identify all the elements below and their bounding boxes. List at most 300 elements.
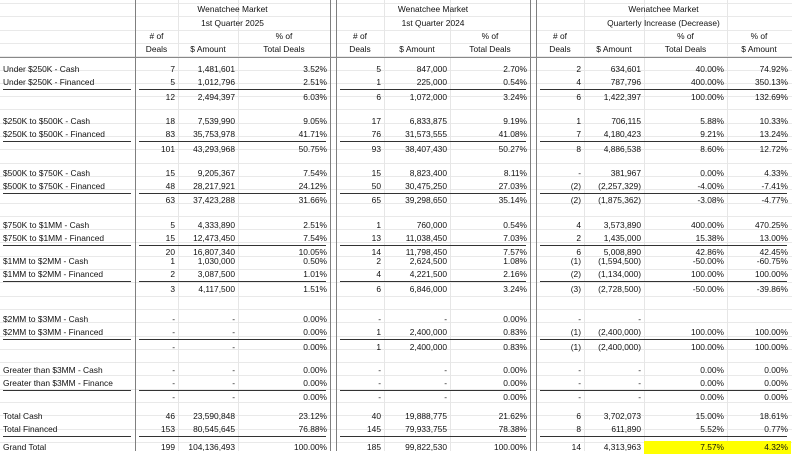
column-header-top: % of xyxy=(481,31,499,41)
row-label: $500K to $750K - Cash xyxy=(3,168,91,178)
group-period-title: 1st Quarter 2024 xyxy=(401,18,465,28)
table-cell: 0.00% xyxy=(700,168,724,178)
subtotal-underline xyxy=(139,339,326,340)
subtotal-underline xyxy=(540,339,787,340)
column-header-top: % of xyxy=(275,31,293,41)
column-header: $ Amount xyxy=(596,44,632,54)
table-cell: 12,473,450 xyxy=(193,233,235,243)
row-label: Under $250K - Financed xyxy=(3,77,95,87)
table-cell: 1.01% xyxy=(303,269,327,279)
table-cell: 0.54% xyxy=(503,77,527,87)
table-cell: 13 xyxy=(371,233,381,243)
column-header: $ Amount xyxy=(741,44,777,54)
table-cell: 4,313,963 xyxy=(603,442,641,452)
table-cell: 0.77% xyxy=(764,424,788,434)
table-cell: 0.00% xyxy=(303,378,327,388)
table-cell: 100.00% xyxy=(690,342,724,352)
table-cell: (1,134,000) xyxy=(598,269,641,279)
row-label: Grand Total xyxy=(3,442,47,452)
column-header: $ Amount xyxy=(190,44,226,54)
column-header: Total Deals xyxy=(664,44,707,54)
table-cell: 4,333,890 xyxy=(197,220,235,230)
table-cell: 0.83% xyxy=(503,327,527,337)
table-cell: 2,494,397 xyxy=(197,92,235,102)
subtotal-underline xyxy=(540,245,787,246)
table-cell: 14 xyxy=(571,442,581,452)
table-cell: 15 xyxy=(165,233,175,243)
table-cell: 1,435,000 xyxy=(603,233,641,243)
table-cell: 0.00% xyxy=(503,378,527,388)
table-cell: 4.33% xyxy=(764,168,788,178)
row-label xyxy=(3,143,135,156)
table-cell: - xyxy=(444,392,447,402)
table-cell: 8.11% xyxy=(503,168,527,178)
table-cell: 4 xyxy=(576,220,581,230)
row-label xyxy=(3,91,135,104)
table-cell: 10.33% xyxy=(759,116,788,126)
subtotal-underline xyxy=(139,245,326,246)
table-cell: (1) xyxy=(570,256,581,266)
table-cell: 350.13% xyxy=(754,77,788,87)
row-label: $250K to $500K - Financed xyxy=(3,129,105,139)
table-cell: 100.00% xyxy=(690,269,724,279)
table-cell: - xyxy=(444,314,447,324)
table-cell: 100.00% xyxy=(690,327,724,337)
table-cell: 6 xyxy=(576,92,581,102)
table-cell: 0.00% xyxy=(303,342,327,352)
table-cell: 6 xyxy=(376,92,381,102)
table-cell: 13.00% xyxy=(759,233,788,243)
table-cell: 6.03% xyxy=(303,92,327,102)
table-cell: 46 xyxy=(165,411,175,421)
table-cell: 11,038,450 xyxy=(405,233,447,243)
table-cell: 8 xyxy=(576,144,581,154)
table-cell: 101 xyxy=(161,144,175,154)
table-cell: 0.00% xyxy=(503,365,527,375)
table-cell: - xyxy=(232,327,235,337)
table-cell: 100.00% xyxy=(754,327,788,337)
table-cell: 8 xyxy=(576,424,581,434)
table-cell: 1.08% xyxy=(503,256,527,266)
table-cell: 7,539,990 xyxy=(197,116,235,126)
table-cell: - xyxy=(232,378,235,388)
table-cell: 2.51% xyxy=(303,220,327,230)
column-header: Deals xyxy=(349,44,371,54)
table-cell: 6,846,000 xyxy=(409,284,447,294)
table-cell: 2.16% xyxy=(503,269,527,279)
table-cell: 9,205,367 xyxy=(197,168,235,178)
table-cell: - xyxy=(638,314,641,324)
table-cell: 50.27% xyxy=(498,144,527,154)
table-cell: 14 xyxy=(371,247,381,257)
table-cell: 93 xyxy=(371,144,381,154)
subtotal-underline xyxy=(340,141,526,142)
gridline xyxy=(0,163,792,164)
table-cell: 0.54% xyxy=(503,220,527,230)
table-cell: 2,400,000 xyxy=(409,327,447,337)
block-separator xyxy=(330,0,331,451)
table-cell: 15 xyxy=(165,168,175,178)
table-cell: 76 xyxy=(371,129,381,139)
table-cell: -50.00% xyxy=(692,284,724,294)
subtotal-underline xyxy=(540,193,787,194)
row-label xyxy=(3,341,135,354)
table-cell: 9.21% xyxy=(700,129,724,139)
table-cell: 0.00% xyxy=(764,392,788,402)
table-cell: 4,180,423 xyxy=(603,129,641,139)
table-cell: 0.00% xyxy=(700,378,724,388)
table-cell: 16,807,340 xyxy=(193,247,235,257)
table-cell: 24.12% xyxy=(298,181,327,191)
table-cell: 199 xyxy=(161,442,175,452)
table-cell: 6 xyxy=(576,247,581,257)
table-cell: (3) xyxy=(570,284,581,294)
table-cell: - xyxy=(638,392,641,402)
column-header: Deals xyxy=(145,44,168,54)
table-cell: 706,115 xyxy=(611,116,641,126)
table-cell: 0.00% xyxy=(303,392,327,402)
table-cell: - xyxy=(232,342,235,352)
table-cell: 35.14% xyxy=(498,195,527,205)
table-cell: 0.00% xyxy=(303,365,327,375)
subtotal-underline xyxy=(3,339,131,340)
subtotal-underline xyxy=(540,281,787,282)
table-cell: 0.00% xyxy=(700,392,724,402)
table-cell: 6 xyxy=(376,284,381,294)
table-cell: 38,407,430 xyxy=(405,144,447,154)
row-label: Greater than $3MM - Cash xyxy=(3,365,103,375)
group-period-title: 1st Quarter 2025 xyxy=(201,18,264,28)
column-header-top: % of xyxy=(750,31,768,41)
table-cell: - xyxy=(172,327,175,337)
table-cell: 104,136,493 xyxy=(188,442,235,452)
table-cell: 15.38% xyxy=(695,233,724,243)
table-cell: 0.00% xyxy=(700,365,724,375)
table-cell: 20 xyxy=(165,247,175,257)
table-cell: - xyxy=(444,378,447,388)
table-cell: 100.00% xyxy=(754,269,788,279)
column-header-top: # of xyxy=(553,31,567,41)
table-cell: 74.92% xyxy=(759,64,788,74)
table-cell: (2,400,000) xyxy=(598,327,641,337)
column-header-top xyxy=(178,30,238,43)
row-label: $1MM to $2MM - Financed xyxy=(3,269,104,279)
table-cell: 1 xyxy=(376,342,381,352)
table-cell: 15.00% xyxy=(695,411,724,421)
column-header-top: % of xyxy=(677,31,694,41)
table-cell: 3,573,890 xyxy=(603,220,641,230)
table-cell: -50.00% xyxy=(692,256,724,266)
table-cell: 5 xyxy=(376,64,381,74)
row-label xyxy=(3,391,135,404)
table-cell: 4,886,538 xyxy=(603,144,641,154)
table-cell: 40.00% xyxy=(695,64,724,74)
table-cell: - xyxy=(638,378,641,388)
table-cell: 7.54% xyxy=(303,168,327,178)
row-label: Under $250K - Cash xyxy=(3,64,80,74)
table-cell: 787,796 xyxy=(610,77,641,87)
table-cell: - xyxy=(172,378,175,388)
table-cell: (2) xyxy=(570,195,581,205)
table-cell: 27.03% xyxy=(498,181,527,191)
table-cell: 0.83% xyxy=(503,342,527,352)
table-cell: 10.05% xyxy=(298,247,327,257)
table-cell: - xyxy=(578,168,581,178)
subtotal-underline xyxy=(139,89,326,90)
row-label: $500K to $750K - Financed xyxy=(3,181,105,191)
subtotal-underline xyxy=(3,436,131,437)
row-label: $2MM to $3MM - Financed xyxy=(3,327,104,337)
table-cell: 7.57% xyxy=(503,247,527,257)
row-label: Total Financed xyxy=(3,424,58,434)
table-cell: 100.00% xyxy=(690,92,724,102)
table-cell: 9.19% xyxy=(503,116,527,126)
subtotal-underline xyxy=(340,390,526,391)
column-header: $ Amount xyxy=(399,44,435,54)
table-cell: 3,087,500 xyxy=(197,269,235,279)
table-cell: 153 xyxy=(161,424,175,434)
column-header: Deals xyxy=(549,44,571,54)
table-cell: 100.00% xyxy=(293,442,327,452)
table-cell: 17 xyxy=(371,116,381,126)
table-cell: 41.08% xyxy=(498,129,527,139)
table-cell: 2 xyxy=(170,269,175,279)
table-cell: 78.38% xyxy=(498,424,527,434)
table-cell: 2,624,500 xyxy=(409,256,447,266)
table-cell: 7 xyxy=(170,64,175,74)
table-cell: - xyxy=(232,392,235,402)
table-cell: 5 xyxy=(170,77,175,87)
table-cell: -60.75% xyxy=(756,256,788,266)
table-cell: (2,400,000) xyxy=(598,342,641,352)
subtotal-underline xyxy=(3,89,131,90)
table-cell: (1) xyxy=(570,327,581,337)
table-cell: 225,000 xyxy=(416,77,447,87)
row-label xyxy=(3,283,135,296)
table-cell: 18 xyxy=(165,116,175,126)
table-cell: 76.88% xyxy=(298,424,327,434)
table-cell: 4 xyxy=(576,77,581,87)
table-cell: - xyxy=(638,365,641,375)
subtotal-underline xyxy=(340,436,526,437)
table-cell: - xyxy=(578,365,581,375)
table-cell: 18.61% xyxy=(759,411,788,421)
table-cell: 13.24% xyxy=(759,129,788,139)
table-cell: 470.25% xyxy=(754,220,788,230)
table-cell: 1 xyxy=(170,256,175,266)
subtotal-underline xyxy=(540,89,787,90)
subtotal-underline xyxy=(139,141,326,142)
table-cell: 42.45% xyxy=(759,247,788,257)
table-cell: - xyxy=(172,314,175,324)
table-cell: 9.05% xyxy=(303,116,327,126)
table-cell: 50.75% xyxy=(298,144,327,154)
table-cell xyxy=(644,313,727,326)
table-cell: 8.60% xyxy=(700,144,724,154)
table-cell: - xyxy=(378,365,381,375)
table-cell: 1 xyxy=(376,77,381,87)
group-market-title: Wenatchee Market xyxy=(397,4,469,14)
table-cell: - xyxy=(444,365,447,375)
table-cell: 41.71% xyxy=(298,129,327,139)
table-cell: - xyxy=(232,365,235,375)
table-cell: -3.08% xyxy=(697,195,724,205)
table-cell xyxy=(727,313,791,326)
table-cell: 1,422,397 xyxy=(603,92,641,102)
table-cell: 31,573,555 xyxy=(405,129,447,139)
table-cell: 31.66% xyxy=(298,195,327,205)
subtotal-underline xyxy=(3,390,131,391)
table-cell: 79,933,755 xyxy=(405,424,447,434)
table-cell: 83 xyxy=(165,129,175,139)
table-cell: - xyxy=(378,378,381,388)
table-cell: 3.24% xyxy=(503,284,527,294)
table-cell: -4.00% xyxy=(697,181,724,191)
table-cell: 1,030,000 xyxy=(197,256,235,266)
table-cell: 7 xyxy=(576,129,581,139)
column-header: Total Deals xyxy=(469,44,511,54)
table-cell: 39,298,650 xyxy=(405,195,447,205)
table-cell: 0.00% xyxy=(764,365,788,375)
row-label: $1MM to $2MM - Cash xyxy=(3,256,89,266)
table-cell: 23.12% xyxy=(298,411,327,421)
subtotal-underline xyxy=(3,245,131,246)
table-cell: - xyxy=(578,314,581,324)
table-cell: 23,590,848 xyxy=(193,411,235,421)
table-cell: 1.51% xyxy=(303,284,327,294)
table-cell: 400.00% xyxy=(690,77,724,87)
table-cell: 35,753,978 xyxy=(193,129,235,139)
table-cell: - xyxy=(232,314,235,324)
column-header-top: # of xyxy=(353,31,367,41)
table-cell: 400.00% xyxy=(690,220,724,230)
table-cell: 100.00% xyxy=(754,342,788,352)
table-cell: 48 xyxy=(165,181,175,191)
table-cell: 63 xyxy=(165,195,175,205)
table-cell: 12 xyxy=(165,92,175,102)
table-cell: 611,890 xyxy=(611,424,641,434)
table-cell: -39.86% xyxy=(756,284,788,294)
table-cell: 21.62% xyxy=(498,411,527,421)
subtotal-underline xyxy=(340,339,526,340)
table-cell: (2,257,329) xyxy=(598,181,641,191)
table-cell: 0.00% xyxy=(764,378,788,388)
table-cell: 43,293,968 xyxy=(193,144,235,154)
subtotal-underline xyxy=(340,245,526,246)
table-cell: 185 xyxy=(367,442,381,452)
group-market-title: Wenatchee Market xyxy=(197,4,268,14)
row-label xyxy=(3,194,135,207)
gridline xyxy=(0,109,792,110)
column-header-top xyxy=(584,30,644,43)
table-cell: - xyxy=(172,342,175,352)
table-cell: 381,967 xyxy=(610,168,641,178)
table-cell: 99,822,530 xyxy=(405,442,447,452)
table-cell: 634,601 xyxy=(610,64,641,74)
table-cell: 4,117,500 xyxy=(198,284,235,294)
row-label: Total Cash xyxy=(3,411,43,421)
table-cell: 2 xyxy=(576,64,581,74)
table-cell: 19,888,775 xyxy=(405,411,447,421)
subtotal-underline xyxy=(340,89,526,90)
table-cell: 100.00% xyxy=(493,442,527,452)
gridline xyxy=(0,296,792,297)
table-cell: 2 xyxy=(576,233,581,243)
table-cell: 1 xyxy=(376,220,381,230)
block-separator xyxy=(530,0,531,451)
table-cell: (2) xyxy=(570,181,581,191)
table-cell: 42.86% xyxy=(695,247,724,257)
table-cell: 4,221,500 xyxy=(409,269,447,279)
subtotal-underline xyxy=(3,141,131,142)
table-cell: 3 xyxy=(170,284,175,294)
row-label: $2MM to $3MM - Cash xyxy=(3,314,89,324)
subtotal-underline xyxy=(540,141,787,142)
table-cell: 0.50% xyxy=(303,256,327,266)
table-cell: (1,594,500) xyxy=(598,256,641,266)
highlighted-cell: 4.32% xyxy=(727,441,791,454)
gridline xyxy=(0,362,792,363)
table-cell: (1) xyxy=(570,342,581,352)
highlighted-cell: 7.57% xyxy=(644,441,727,454)
table-cell: (2) xyxy=(570,269,581,279)
table-cell: - xyxy=(578,392,581,402)
table-cell: 8,823,400 xyxy=(409,168,447,178)
subtotal-underline xyxy=(540,390,787,391)
column-header-top: # of xyxy=(149,31,164,41)
table-cell: -4.77% xyxy=(761,195,788,205)
table-cell: 1 xyxy=(376,327,381,337)
table-cell: 6 xyxy=(576,411,581,421)
table-cell: 3.24% xyxy=(503,92,527,102)
gridline xyxy=(0,216,792,217)
table-cell: 145 xyxy=(367,424,381,434)
table-cell: 0.00% xyxy=(503,392,527,402)
table-cell: 7.03% xyxy=(503,233,527,243)
row-label: $750K to $1MM - Financed xyxy=(3,233,105,243)
subtotal-underline xyxy=(340,193,526,194)
table-cell: 0.00% xyxy=(303,327,327,337)
group-market-title: Wenatchee Market xyxy=(628,4,699,14)
table-cell: 1,072,000 xyxy=(409,92,447,102)
table-cell: (2,728,500) xyxy=(598,284,641,294)
table-cell: 5 xyxy=(170,220,175,230)
table-cell: 3,702,073 xyxy=(603,411,641,421)
table-cell: 1,481,601 xyxy=(197,64,235,74)
table-cell: 7.54% xyxy=(303,233,327,243)
table-cell: 5.52% xyxy=(700,424,724,434)
table-cell: 5.88% xyxy=(700,116,724,126)
table-cell: 0.00% xyxy=(503,314,527,324)
table-cell: 132.69% xyxy=(754,92,788,102)
table-cell: 37,423,288 xyxy=(193,195,235,205)
table-cell: 760,000 xyxy=(416,220,447,230)
row-label: $750K to $1MM - Cash xyxy=(3,220,90,230)
table-cell: 2 xyxy=(376,256,381,266)
table-cell: - xyxy=(172,365,175,375)
table-cell: 50 xyxy=(371,181,381,191)
table-cell: - xyxy=(378,314,381,324)
table-cell: 1,012,796 xyxy=(197,77,235,87)
table-cell: - xyxy=(378,392,381,402)
subtotal-underline xyxy=(139,436,326,437)
group-period-title: Quarterly Increase (Decrease) xyxy=(607,18,720,28)
table-cell: 28,217,921 xyxy=(193,181,235,191)
table-cell: 3.52% xyxy=(303,64,327,74)
table-cell: 2,400,000 xyxy=(409,342,447,352)
column-header-top xyxy=(384,30,450,43)
subtotal-underline xyxy=(139,193,326,194)
